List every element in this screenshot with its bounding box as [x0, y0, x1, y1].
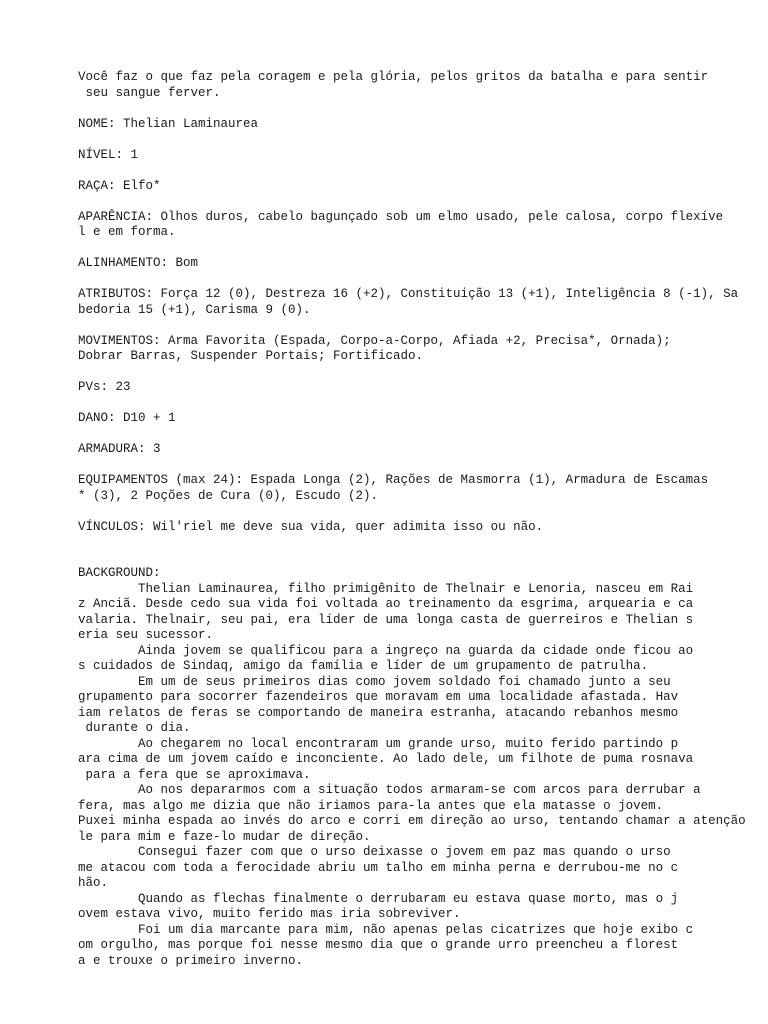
field-line: Dobrar Barras, Suspender Portais; Fortificado.: [78, 349, 424, 363]
background-line: ovem estava vivo, muito ferido mas iria sobreviver.: [78, 907, 461, 921]
background-line: Puxei minha espada ao invés do arco e corri em direção ao urso, tentando chamar a atenção: [78, 814, 746, 828]
field-vinculos: [78, 520, 768, 536]
background-line: grupamento para socorrer fazendeiros que moravam em uma localidade afastada. Hav: [78, 690, 679, 704]
background-line: hão.: [78, 876, 109, 890]
field-line: ARMADURA: 3: [78, 442, 161, 456]
background-line: Quando as flechas finalmente o derrubaram eu estava quase morto, mas o j: [78, 891, 679, 906]
background-line: valaria. Thelnair, seu pai, era líder de uma longa casta de guerreiros e Thelian s: [78, 612, 694, 627]
background-line: ara cima de um jovem caído e inconciente. Ao lado dele, um filhote de puma rosnava: [78, 752, 694, 766]
background-line: a e trouxe o primeiro inverno.: [78, 953, 304, 968]
intro-line: Você faz o que faz pela coragem e pela glória, pelos gritos da batalha e para sentir: [78, 70, 709, 84]
background-line: z Anciã. Desde cedo sua vida foi voltada ao treinamento da esgrima, arquearia e ca: [78, 597, 694, 611]
field-pvs: [78, 380, 768, 396]
field-equipamentos: [78, 473, 768, 504]
background-line: Thelian Laminaurea, filho primigênito de Thelnair e Lenoria, nasceu em Rai: [78, 581, 694, 596]
background-line: s cuidados de Sindaq, amigo da família e líder de um grupamento de patrulha.: [78, 659, 649, 673]
field-alinhamento: [78, 256, 768, 272]
field-line: MOVIMENTOS: Arma Favorita (Espada, Corpo-a-Corpo, Afiada +2, Precisa*, Ornada);: [78, 333, 671, 348]
background-line: fera, mas algo me dizia que não iriamos para-la antes que ela matasse o jovem.: [78, 798, 664, 813]
field-line: ALINHAMENTO: Bom: [78, 256, 199, 270]
field-line: PVs: 23: [78, 380, 131, 394]
document-page: [78, 70, 768, 969]
background-line: om orgulho, mas porque foi nesse mesmo dia que o grande urro preencheu a florest: [78, 938, 679, 952]
background-section: [78, 566, 768, 969]
background-line: durante o dia.: [78, 721, 191, 735]
field-atributos: [78, 287, 768, 318]
background-line: iam relatos de feras se comportando de maneira estranha, atacando rebanhos mesmo: [78, 705, 679, 720]
intro-line: seu sangue ferver.: [78, 85, 221, 100]
field-nome: [78, 117, 768, 133]
background-line: para a fera que se aproximava.: [78, 767, 311, 782]
intro-paragraph: [78, 70, 768, 101]
field-line: VÍNCULOS: Wil'riel me deve sua vida, quer adimita isso ou não.: [78, 519, 544, 534]
background-line: Em um de seus primeiros dias como jovem soldado foi chamado junto a seu: [78, 674, 671, 689]
background-line: Foi um dia marcante para mim, não apenas pelas cicatrizes que hoje exibo c: [78, 922, 694, 937]
background-line: me atacou com toda a ferocidade abriu um talho em minha perna e derrubou-me no c: [78, 860, 679, 875]
background-line: eria seu sucessor.: [78, 628, 214, 642]
field-raca: [78, 179, 768, 195]
field-line: * (3), 2 Poções de Cura (0), Escudo (2).: [78, 488, 379, 503]
field-line: EQUIPAMENTOS (max 24): Espada Longa (2), Rações de Masmorra (1), Armadura de Escamas: [78, 473, 709, 487]
background-line: Consegui fazer com que o urso deixasse o jovem em paz mas quando o urso: [78, 845, 671, 859]
field-aparencia: [78, 210, 768, 241]
field-dano: [78, 411, 768, 427]
field-line: NÍVEL: 1: [78, 147, 139, 162]
field-line: NOME: Thelian Laminaurea: [78, 116, 259, 131]
background-line: Ao nos depararmos com a situação todos armaram-se com arcos para derrubar a: [78, 783, 701, 797]
field-line: ATRIBUTOS: Força 12 (0), Destreza 16 (+2), Constituição 13 (+1), Inteligência 8 (-1), Sa: [78, 287, 739, 301]
field-line: bedoria 15 (+1), Carisma 9 (0).: [78, 302, 311, 317]
field-nivel: [78, 148, 768, 164]
field-movimentos: [78, 334, 768, 365]
background-line: Ao chegarem no local encontraram um grande urso, muito ferido partindo p: [78, 736, 679, 751]
field-line: APARÊNCIA: Olhos duros, cabelo bagunçado sob um elmo usado, pele calosa, corpo flexíve: [78, 209, 724, 224]
field-line: l e em forma.: [78, 225, 176, 239]
background-heading: BACKGROUND:: [78, 566, 161, 580]
field-line: RAÇA: Elfo*: [78, 178, 161, 193]
background-line: le para mim e faze-lo mudar de direção.: [78, 829, 371, 844]
field-armadura: [78, 442, 768, 458]
field-line: DANO: D10 + 1: [78, 411, 176, 425]
background-line: Ainda jovem se qualificou para a ingreço na guarda da cidade onde ficou ao: [78, 643, 694, 658]
